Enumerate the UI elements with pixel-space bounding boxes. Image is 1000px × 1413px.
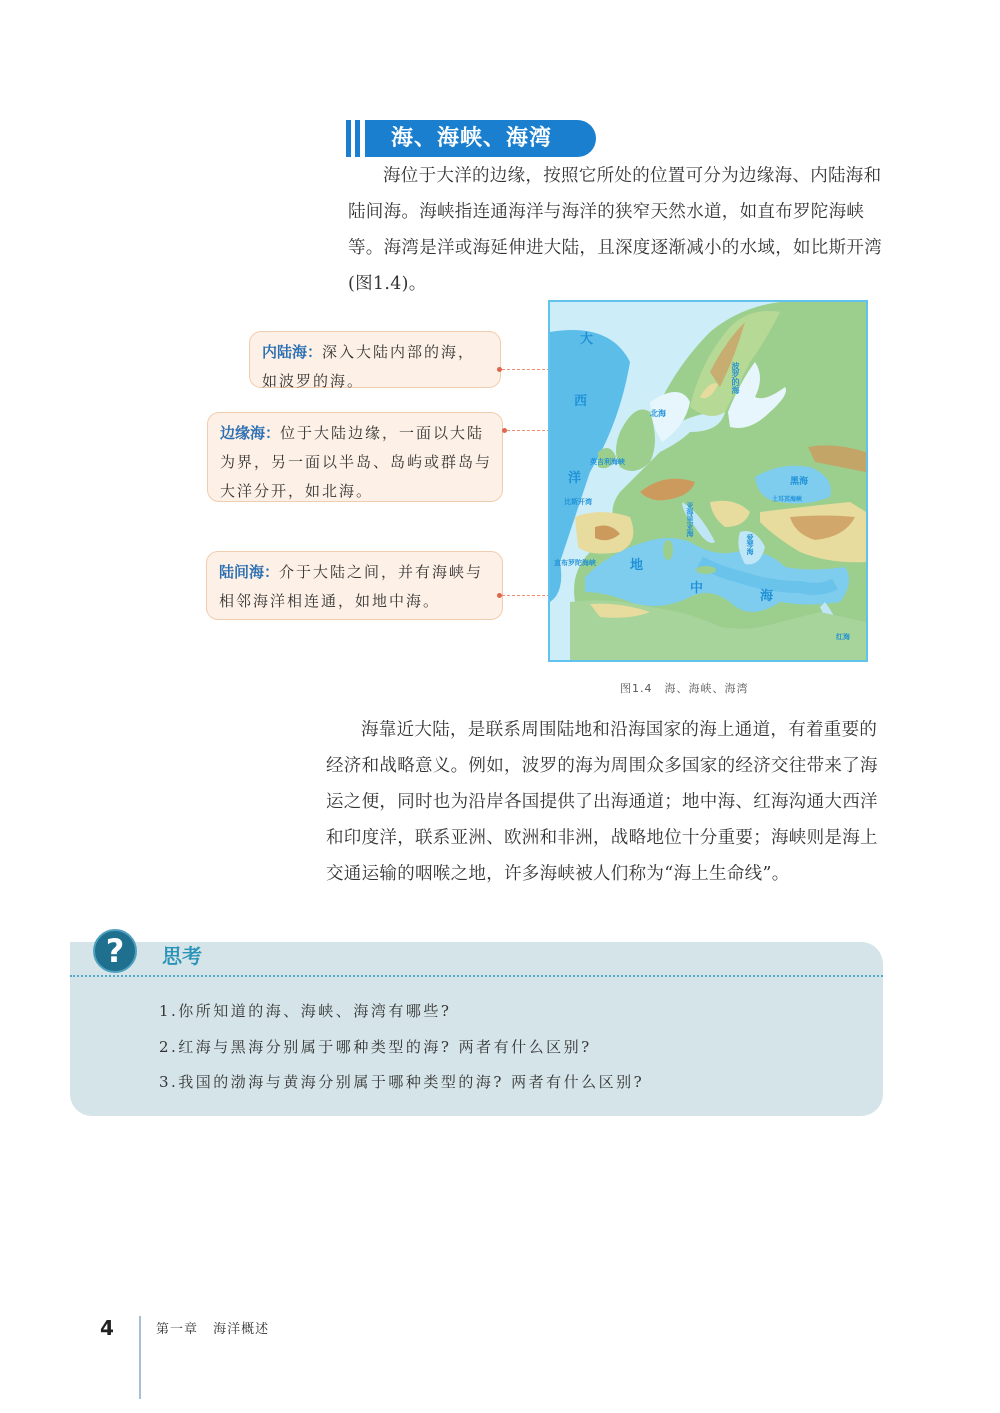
map-label-atlantic-3: 洋: [568, 471, 582, 486]
think-question-1: 1.你所知道的海、海峡、海湾有哪些?: [159, 1002, 452, 1020]
body-paragraph: [326, 712, 886, 892]
europe-map: [548, 300, 868, 662]
callout-text: 介于大陆之间，并有海峡与相邻海洋相连通，如地中海。: [219, 563, 484, 610]
intro-paragraph-text: 海位于大洋的边缘，按照它所处的位置可分为边缘海、内陆海和陆间海。海峡指连通海洋与海洋的狭窄天然水道，如直布罗陀海峡等。海湾是洋或海延伸进大陆，且深度逐渐减小的水域，如比斯开湾(图1.4)。: [348, 166, 882, 294]
map-label-med-1: 地: [630, 558, 644, 573]
intro-paragraph: [348, 158, 888, 302]
map-graphic: [550, 302, 866, 660]
callout-term: 陆间海：: [219, 563, 280, 581]
callout-intercontinental-sea: [206, 551, 503, 620]
callout-inland-sea: [249, 331, 501, 388]
callout-text: 深入大陆内部的海，如波罗的海。: [262, 343, 476, 390]
footer-chapter-title: 第一章 海洋概述: [156, 1322, 270, 1337]
map-label-red-sea: 红海: [836, 633, 850, 641]
heading-bar-decoration: [355, 120, 360, 157]
page-number: 4: [100, 1316, 114, 1340]
map-label-baltic: 波罗的海: [731, 362, 740, 394]
think-divider: [70, 975, 883, 977]
figure-caption: 图1.4 海、海峡、海湾: [620, 682, 749, 695]
think-title: 思考: [162, 944, 202, 968]
footer-divider: [139, 1316, 141, 1399]
think-question-2: 2.红海与黑海分别属于哪种类型的海? 两者有什么区别?: [159, 1038, 592, 1056]
map-label-english-channel: 英吉利海峡: [590, 458, 625, 466]
body-paragraph-text: 海靠近大陆，是联系周围陆地和沿海国家的海上通道，有着重要的经济和战略意义。例如，波罗的海为周围众多国家的经济交往带来了海运之便，同时也为沿岸各国提供了出海通道；地中海、红海沟通大西洋和印度洋，联系亚洲、欧洲和非洲，战略地位十分重要；海峡则是海上交通运输的咽喉之地，许多海峡被人们称为“海上生命线”。: [326, 720, 878, 884]
map-label-med-2: 中: [690, 581, 704, 596]
map-label-atlantic-2: 西: [574, 394, 588, 409]
question-mark-icon: ?: [93, 929, 137, 973]
map-label-black-sea: 黑海: [790, 477, 809, 487]
callout-text: 位于大陆边缘，一面以大陆为界，另一面以半岛、岛屿或群岛与大洋分开，如北海。: [220, 424, 493, 500]
section-heading-title: 海、海峡、海湾: [365, 120, 596, 157]
map-label-aegean: 爱琴海: [746, 534, 754, 555]
callout-term: 边缘海：: [220, 424, 281, 442]
map-label-north-sea: 北海: [650, 409, 666, 418]
section-heading: [346, 120, 596, 157]
callout-term: 内陆海：: [262, 343, 323, 361]
map-label-atlantic-1: 大: [580, 332, 594, 347]
map-label-gibraltar: 直布罗陀海峡: [554, 559, 596, 567]
map-label-biscay: 比斯开湾: [564, 498, 592, 506]
heading-bar-decoration: [346, 120, 351, 157]
map-label-bosporus: 土耳其海峡: [772, 496, 803, 503]
callout-marginal-sea: [207, 412, 503, 502]
map-label-med-3: 海: [760, 589, 774, 604]
map-label-adriatic: 亚得里亚海: [686, 502, 694, 537]
think-question-3: 3.我国的渤海与黄海分别属于哪种类型的海? 两者有什么区别?: [159, 1073, 645, 1091]
